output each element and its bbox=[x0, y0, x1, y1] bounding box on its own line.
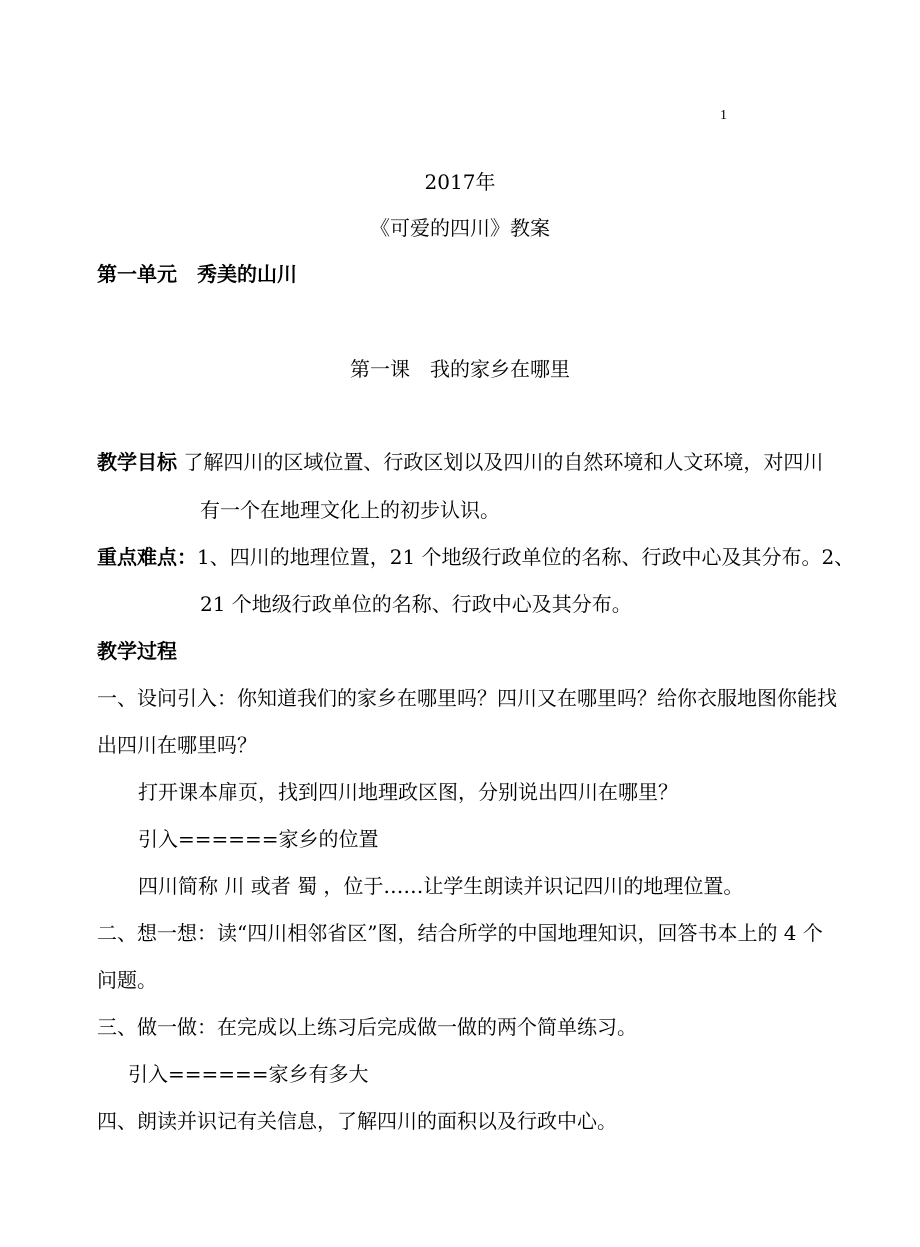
process-step-1-line-2: 出四川在哪里吗？ bbox=[97, 733, 257, 757]
page-number: 1 bbox=[720, 108, 727, 123]
process-heading: 教学过程 bbox=[97, 639, 177, 663]
objectives-line-2: 有一个在地理文化上的初步认识。 bbox=[200, 498, 500, 522]
document-title: 《可爱的四川》教案 bbox=[370, 216, 550, 240]
key-points-line-2: 21 个地级行政单位的名称、行政中心及其分布。 bbox=[200, 592, 632, 616]
process-instruction-open-book: 打开课本扉页，找到四川地理政区图，分别说出四川在哪里？ bbox=[138, 780, 678, 804]
key-points-label: 重点难点： bbox=[97, 545, 197, 569]
objectives-text: 了解四川的区域位置、行政区划以及四川的自然环境和人文环境，对四川 bbox=[177, 450, 824, 474]
objectives-line-1 bbox=[97, 448, 823, 476]
process-step-2-line-2: 问题。 bbox=[97, 968, 157, 992]
objectives-label: 教学目标 bbox=[97, 450, 177, 474]
key-points-line-1 bbox=[97, 543, 854, 571]
process-step-2-line-1: 二、想一想：读“四川相邻省区”图，结合所学的中国地理知识，回答书本上的 4 个 bbox=[97, 921, 823, 945]
process-step-1-line-1: 一、设问引入：你知道我们的家乡在哪里吗？四川又在哪里吗？给你衣服地图你能找 bbox=[97, 686, 837, 710]
process-transition-size: 引入======家乡有多大 bbox=[128, 1062, 369, 1086]
unit-heading: 第一单元 秀美的山川 bbox=[97, 262, 297, 286]
lesson-title: 第一课 我的家乡在哪里 bbox=[350, 357, 570, 381]
process-step-4: 四、朗读并识记有关信息，了解四川的面积以及行政中心。 bbox=[97, 1109, 617, 1133]
process-abbreviation-note: 四川简称 川 或者 蜀 ，位于……让学生朗读并识记四川的地理位置。 bbox=[138, 874, 744, 898]
process-transition-location: 引入======家乡的位置 bbox=[138, 827, 379, 851]
process-step-3: 三、做一做：在完成以上练习后完成做一做的两个简单练习。 bbox=[97, 1015, 637, 1039]
year-title: 2017年 bbox=[424, 170, 496, 194]
key-points-text: 1、四川的地理位置，21 个地级行政单位的名称、行政中心及其分布。2、 bbox=[197, 545, 855, 569]
